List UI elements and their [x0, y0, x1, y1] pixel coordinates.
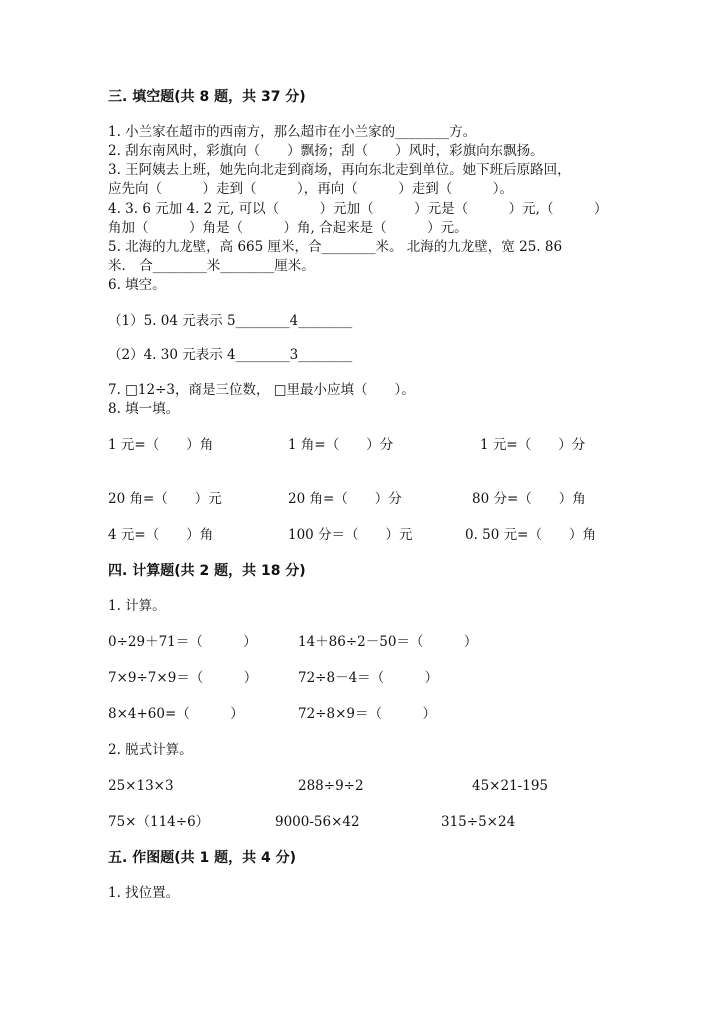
question-3-4-line1: 4. 3. 6 元加 4. 2 元, 可以（ ）元加（ ）元是（ ）元,（ ） [108, 201, 608, 217]
question-3-6-title: 6. 填空。 [108, 277, 166, 293]
question-3-4-line2: 角加（ ）角是（ ）角, 合起来是（ ）元。 [108, 220, 468, 236]
question-5-1-title: 1. 找位置。 [108, 885, 180, 901]
calc-item: 45×21-195 [472, 778, 548, 794]
calc-item: 9000-56×42 [275, 814, 360, 830]
question-3-5-line2: 米． 合________米________厘米。 [108, 258, 315, 274]
section-3-heading: 三. 填空题(共 8 题，共 37 分) [108, 89, 306, 105]
calc-item: 72÷8×9＝（ ） [298, 706, 436, 722]
question-3-5-line1: 5. 北海的九龙壁，高 665 厘米，合________米。 北海的九龙壁，宽 25. 86 [108, 239, 563, 255]
calc-item: 14＋86÷2－50＝（ ） [298, 634, 478, 650]
question-3-7: 7. □12÷3，商是三位数， □里最小应填（ ）。 [108, 382, 415, 398]
q8-cell: 20 角=（ ）元 [108, 491, 222, 507]
calc-item: 8×4+60=（ ） [108, 706, 244, 722]
q8-cell: 0. 50 元=（ ）角 [465, 527, 596, 543]
calc-item: 315÷5×24 [441, 814, 516, 830]
question-3-6-part2: （2）4. 30 元表示 4________3________ [108, 347, 353, 363]
q8-cell: 100 分＝（ ）元 [288, 527, 413, 543]
calc-item: 72÷8－4＝（ ） [298, 670, 439, 686]
q8-cell: 20 角=（ ）分 [288, 491, 402, 507]
question-3-3-line1: 3. 王阿姨去上班，她先向北走到商场，再向东北走到单位。她下班后原路回， [108, 162, 571, 178]
q8-cell: 80 分=（ ）角 [472, 491, 586, 507]
section-4-heading: 四. 计算题(共 2 题，共 18 分) [108, 563, 306, 579]
q8-cell: 1 角=（ ）分 [288, 437, 394, 453]
q8-cell: 1 元=（ ）角 [108, 437, 214, 453]
question-3-1: 1. 小兰家在超市的西南方，那么超市在小兰家的________方。 [108, 124, 477, 140]
q8-cell: 4 元=（ ）角 [108, 527, 214, 543]
question-3-6-part1: （1）5. 04 元表示 5________4________ [108, 313, 353, 329]
calc-item: 288÷9÷2 [298, 778, 364, 794]
calc-item: 75×（114÷6） [108, 814, 210, 830]
question-3-8-title: 8. 填一填。 [108, 401, 180, 417]
question-4-2-title: 2. 脱式计算。 [108, 742, 193, 758]
calc-item: 0÷29＋71＝（ ） [108, 634, 257, 650]
section-5-heading: 五. 作图题(共 1 题，共 4 分) [108, 850, 296, 866]
question-3-3-line2: 应先向（ ）走到（ ），再向（ ）走到（ ）。 [108, 181, 513, 197]
question-4-1-title: 1. 计算。 [108, 598, 166, 614]
q8-cell: 1 元=（ ）分 [480, 437, 586, 453]
calc-item: 7×9÷7×9＝（ ） [108, 670, 258, 686]
question-3-2: 2. 刮东南风时，彩旗向（ ）飘扬；刮（ ）风时，彩旗向东飘扬。 [108, 143, 544, 159]
calc-item: 25×13×3 [108, 778, 174, 794]
